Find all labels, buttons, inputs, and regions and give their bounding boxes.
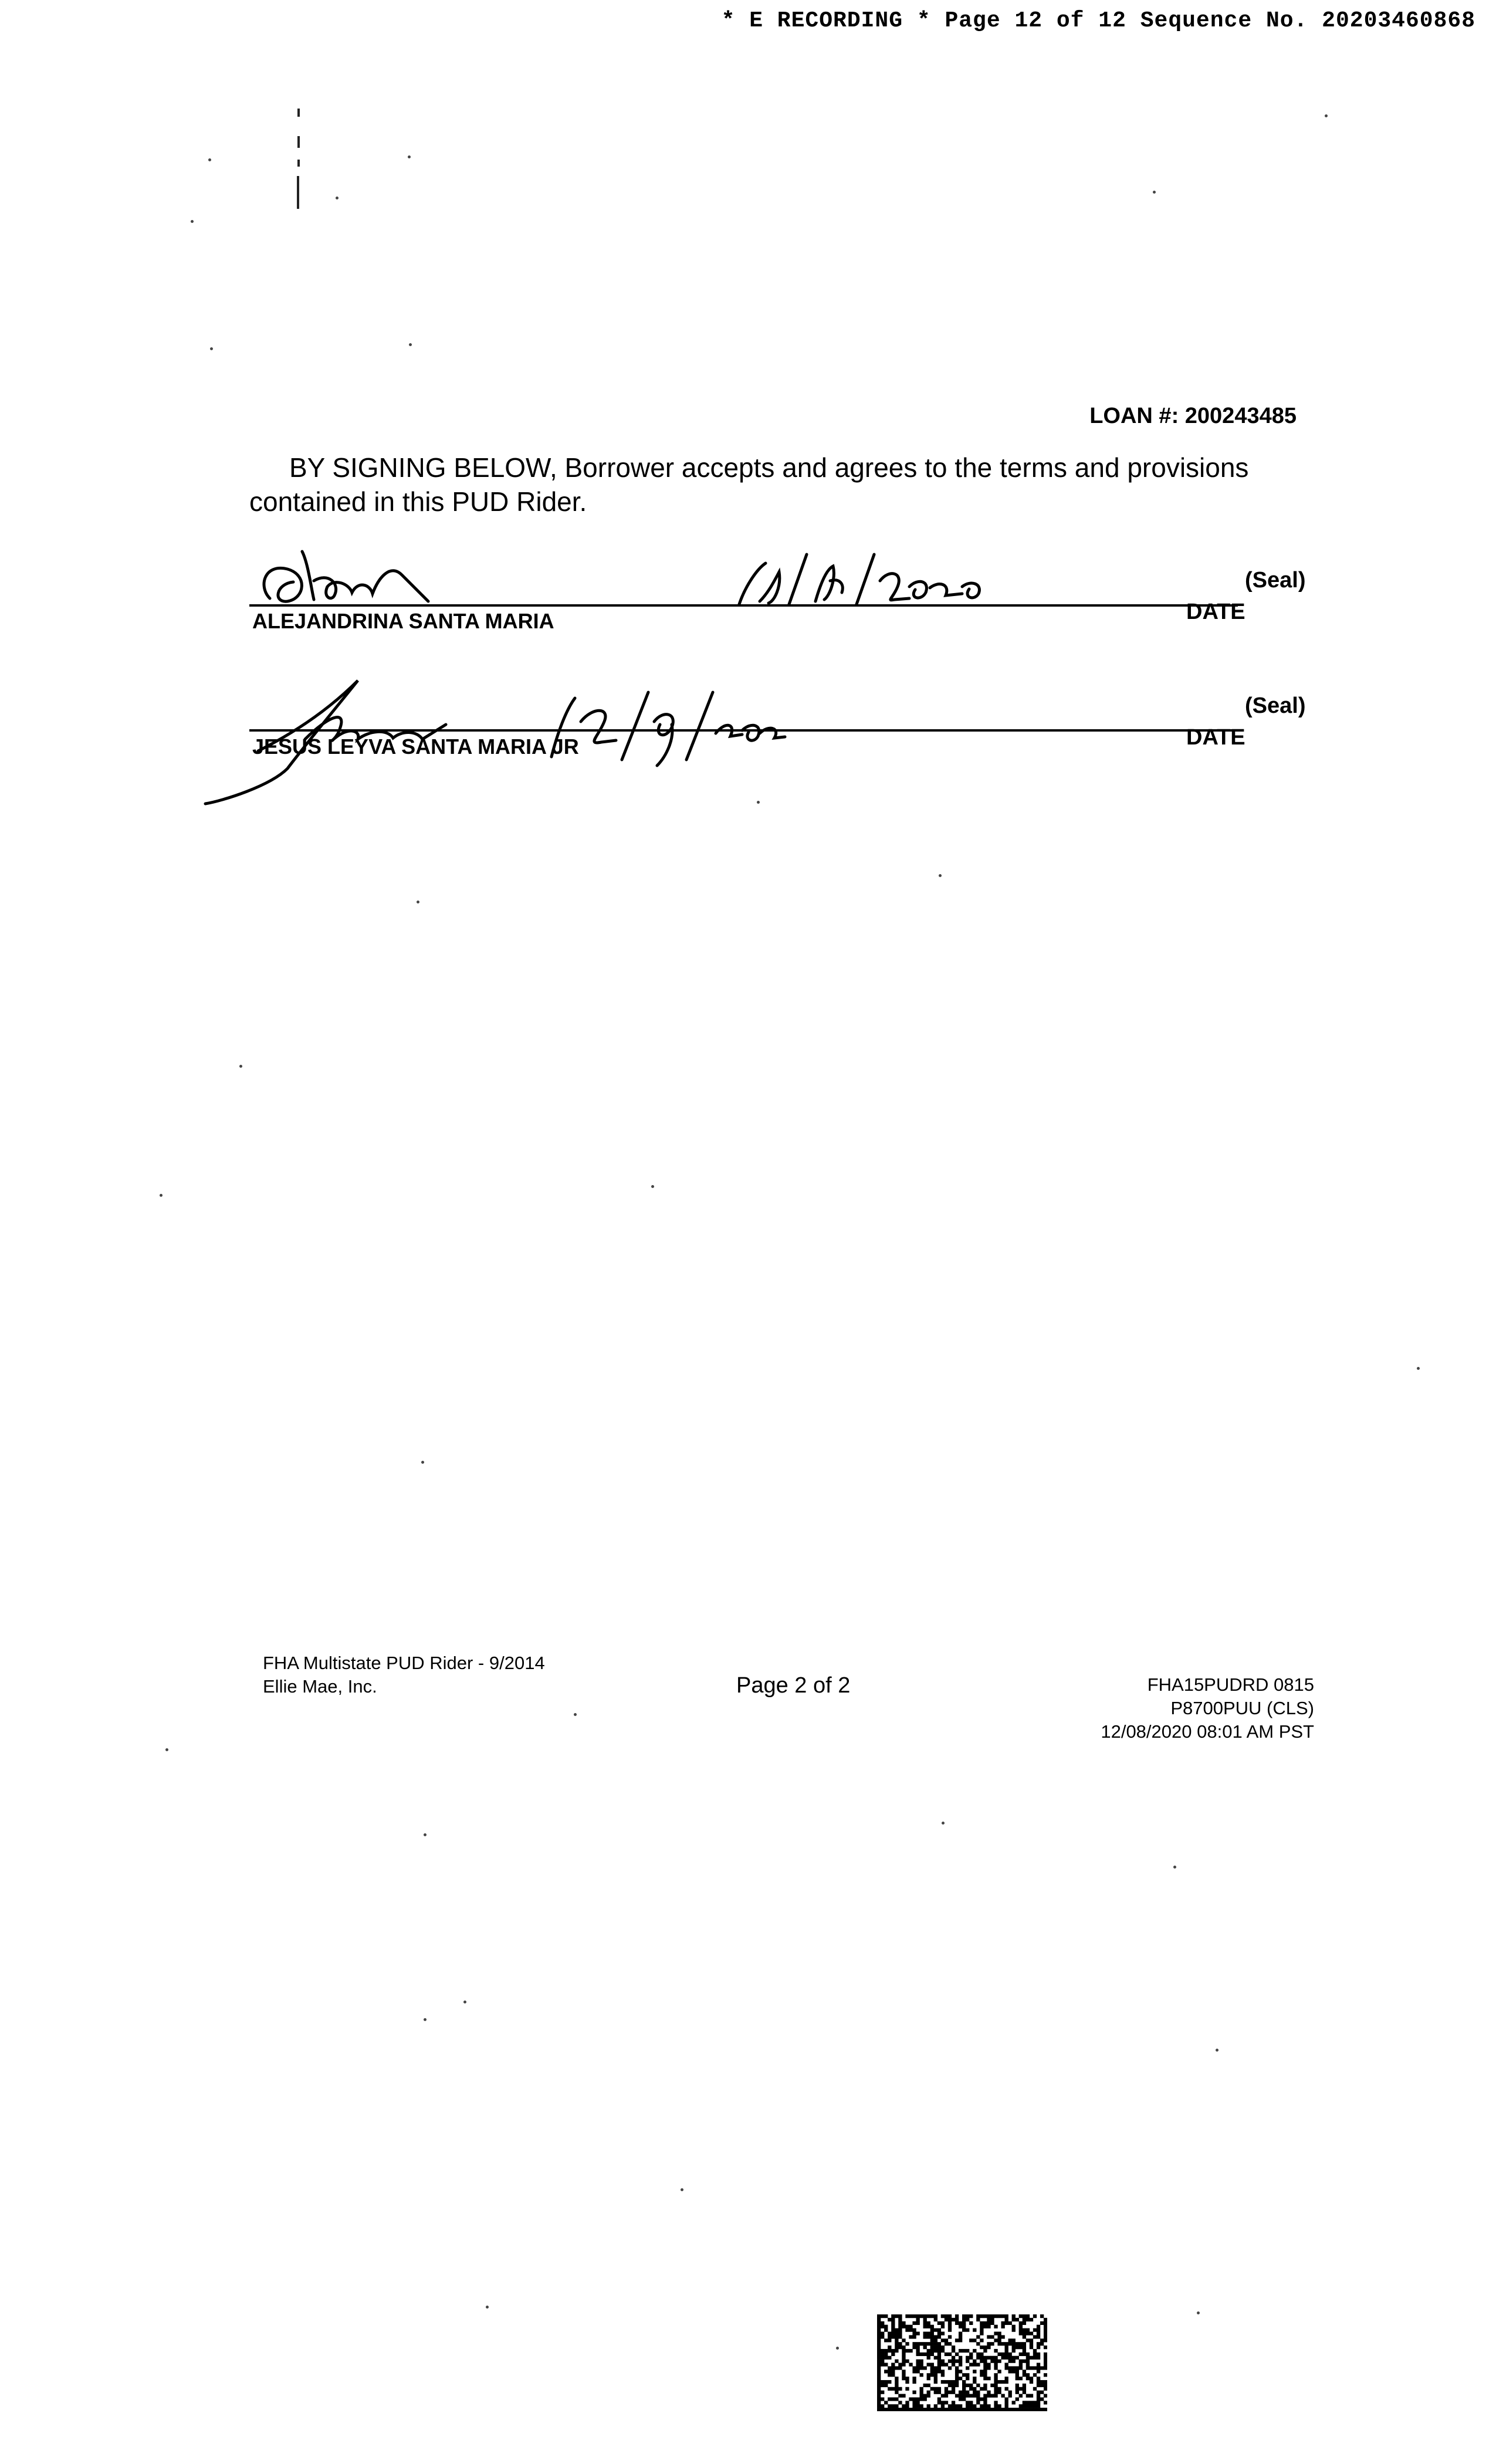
scan-speck xyxy=(239,1065,242,1068)
scan-speck xyxy=(651,1185,654,1188)
scan-speck xyxy=(939,874,942,877)
scan-speck xyxy=(486,2306,489,2309)
acceptance-text: BY SIGNING BELOW, Borrower accepts and agrees to the terms and provisions contained in this PUD Rider. xyxy=(249,452,1249,517)
scan-speck xyxy=(1197,2311,1200,2314)
scan-speck xyxy=(1417,1367,1420,1370)
scan-speck xyxy=(681,2188,683,2191)
scan-speck xyxy=(942,1822,945,1825)
borrower-name-1: ALEJANDRINA SANTA MARIA xyxy=(252,609,554,633)
scan-speck xyxy=(574,1713,577,1716)
footer-form-info xyxy=(263,1651,545,1698)
scan-speck xyxy=(210,347,213,350)
margin-mark xyxy=(297,136,300,148)
scan-speck xyxy=(160,1194,163,1197)
form-title: FHA Multistate PUD Rider - 9/2014 xyxy=(263,1653,545,1673)
scan-speck xyxy=(408,155,411,158)
footer-form-codes xyxy=(997,1673,1314,1744)
scan-speck xyxy=(208,158,211,161)
scan-speck xyxy=(409,343,412,346)
print-timestamp: 12/08/2020 08:01 AM PST xyxy=(1101,1721,1314,1742)
scan-speck xyxy=(757,801,760,804)
scan-speck xyxy=(336,197,339,199)
date-label-2: DATE xyxy=(1186,725,1245,750)
scan-speck xyxy=(421,1461,424,1464)
signature-line-1 xyxy=(249,604,1238,607)
form-publisher: Ellie Mae, Inc. xyxy=(263,1676,377,1697)
margin-mark xyxy=(297,109,300,117)
acceptance-paragraph xyxy=(249,451,1311,519)
loan-number: 200243485 xyxy=(1184,404,1297,428)
scan-speck xyxy=(424,1833,427,1836)
document-code: P8700PUU (CLS) xyxy=(1170,1698,1314,1718)
scan-speck xyxy=(1216,2049,1219,2052)
page-number: Page 2 of 2 xyxy=(736,1673,851,1698)
recording-header: * E RECORDING * Page 12 of 12 Sequence No. 20203460868 xyxy=(721,8,1475,33)
scan-speck xyxy=(1153,191,1156,194)
margin-mark xyxy=(297,176,299,209)
loan-label: LOAN #: xyxy=(1089,404,1179,428)
scan-speck xyxy=(417,901,419,903)
borrower-name-2: JESUS LEYVA SANTA MARIA JR xyxy=(252,735,579,759)
scan-speck xyxy=(1173,1866,1176,1869)
seal-label-1: (Seal) xyxy=(1245,568,1306,593)
borrower-signature-1 xyxy=(252,528,475,616)
scan-speck xyxy=(191,220,194,223)
form-code: FHA15PUDRD 0815 xyxy=(1147,1674,1314,1695)
date-label-1: DATE xyxy=(1186,600,1245,624)
signature-line-2 xyxy=(249,729,1238,732)
loan-number-line xyxy=(968,404,1297,429)
scan-speck xyxy=(1325,114,1328,117)
margin-mark xyxy=(297,160,300,167)
scan-speck xyxy=(165,1748,168,1751)
scan-speck xyxy=(836,2347,839,2350)
datamatrix-barcode-icon xyxy=(877,2314,1047,2411)
seal-label-2: (Seal) xyxy=(1245,693,1306,718)
scan-speck xyxy=(424,2018,427,2021)
scan-speck xyxy=(463,2001,466,2003)
